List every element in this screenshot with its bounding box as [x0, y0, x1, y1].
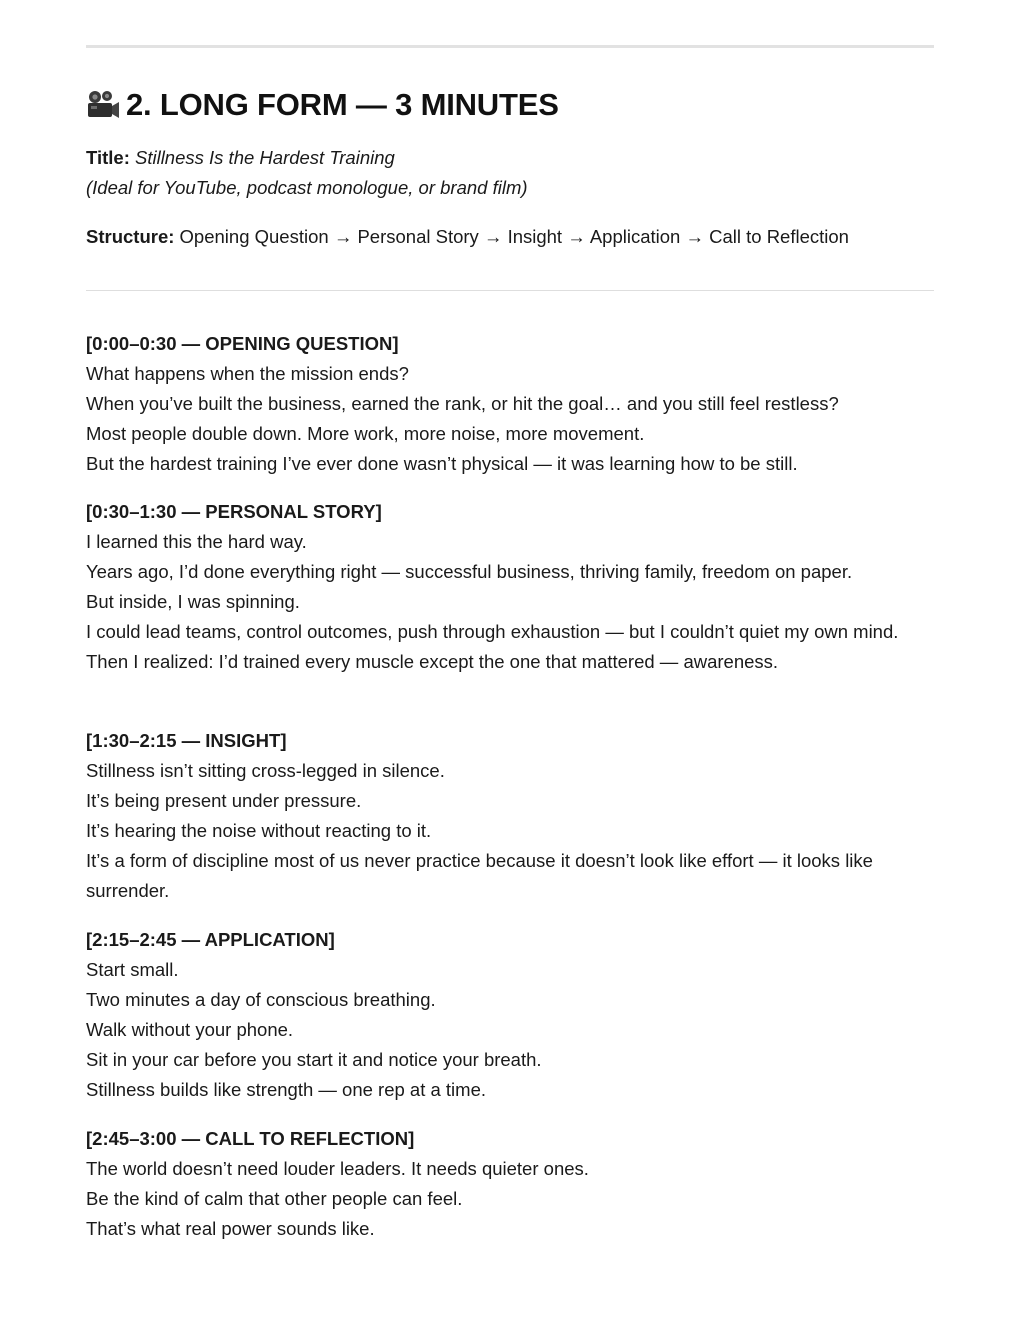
script-line: It’s hearing the noise without reacting to it.	[86, 820, 432, 841]
script-line: What happens when the mission ends?	[86, 363, 409, 384]
section-title: [1:30–2:15 — INSIGHT]	[86, 730, 287, 751]
script-line: But inside, I was spinning.	[86, 591, 300, 612]
script-line: Walk without your phone.	[86, 1019, 294, 1040]
script-line: Sit in your car before you start it and notice your breath.	[86, 1049, 542, 1070]
script-line: I learned this the hard way.	[86, 531, 307, 552]
script-section-application	[86, 925, 934, 1105]
structure-line	[86, 222, 849, 252]
title-label: Title:	[86, 147, 130, 168]
script-line: Two minutes a day of conscious breathing.	[86, 989, 436, 1010]
structure-value: Opening Question → Personal Story → Insight → Application → Call to Reflection	[179, 226, 849, 247]
title-value: Stillness Is the Hardest Training	[135, 147, 395, 168]
script-line: When you’ve built the business, earned the rank, or hit the goal… and you still feel restless?	[86, 393, 839, 414]
script-line: The world doesn’t need louder leaders. It needs quieter ones.	[86, 1158, 589, 1179]
script-section-reflection	[86, 1124, 934, 1244]
script-line: Most people double down. More work, more noise, more movement.	[86, 423, 645, 444]
script-section-insight	[86, 726, 934, 906]
script-line: It’s being present under pressure.	[86, 790, 362, 811]
top-divider	[86, 45, 934, 48]
section-divider	[86, 290, 934, 291]
section-heading	[86, 84, 559, 126]
script-line: Years ago, I’d done everything right — successful business, thriving family, freedom on paper.	[86, 561, 853, 582]
script-section-story	[86, 497, 934, 677]
script-line: But the hardest training I’ve ever done wasn’t physical — it was learning how to be still.	[86, 453, 798, 474]
section-title: [2:15–2:45 — APPLICATION]	[86, 929, 335, 950]
script-line: Stillness isn’t sitting cross-legged in silence.	[86, 760, 445, 781]
script-line: It’s a form of discipline most of us never practice because it doesn’t look like effort — it looks like surrender.	[86, 850, 873, 901]
title-line	[86, 143, 395, 173]
script-line: Then I realized: I’d trained every muscle except the one that mattered — awareness.	[86, 651, 779, 672]
usage-note: (Ideal for YouTube, podcast monologue, or brand film)	[86, 177, 528, 198]
script-section-opening	[86, 329, 934, 479]
script-line: I could lead teams, control outcomes, push through exhaustion — but I couldn’t quiet my own mind.	[86, 621, 899, 642]
script-line: Start small.	[86, 959, 179, 980]
script-line: Be the kind of calm that other people can feel.	[86, 1188, 463, 1209]
section-title: [0:00–0:30 — OPENING QUESTION]	[86, 333, 399, 354]
section-title: [2:45–3:00 — CALL TO REFLECTION]	[86, 1128, 415, 1149]
script-line: That’s what real power sounds like.	[86, 1218, 375, 1239]
movie-camera-icon	[86, 90, 120, 120]
structure-label: Structure:	[86, 226, 175, 247]
heading-text: 2. LONG FORM — 3 MINUTES	[126, 87, 559, 122]
section-title: [0:30–1:30 — PERSONAL STORY]	[86, 501, 382, 522]
script-line: Stillness builds like strength — one rep at a time.	[86, 1079, 486, 1100]
